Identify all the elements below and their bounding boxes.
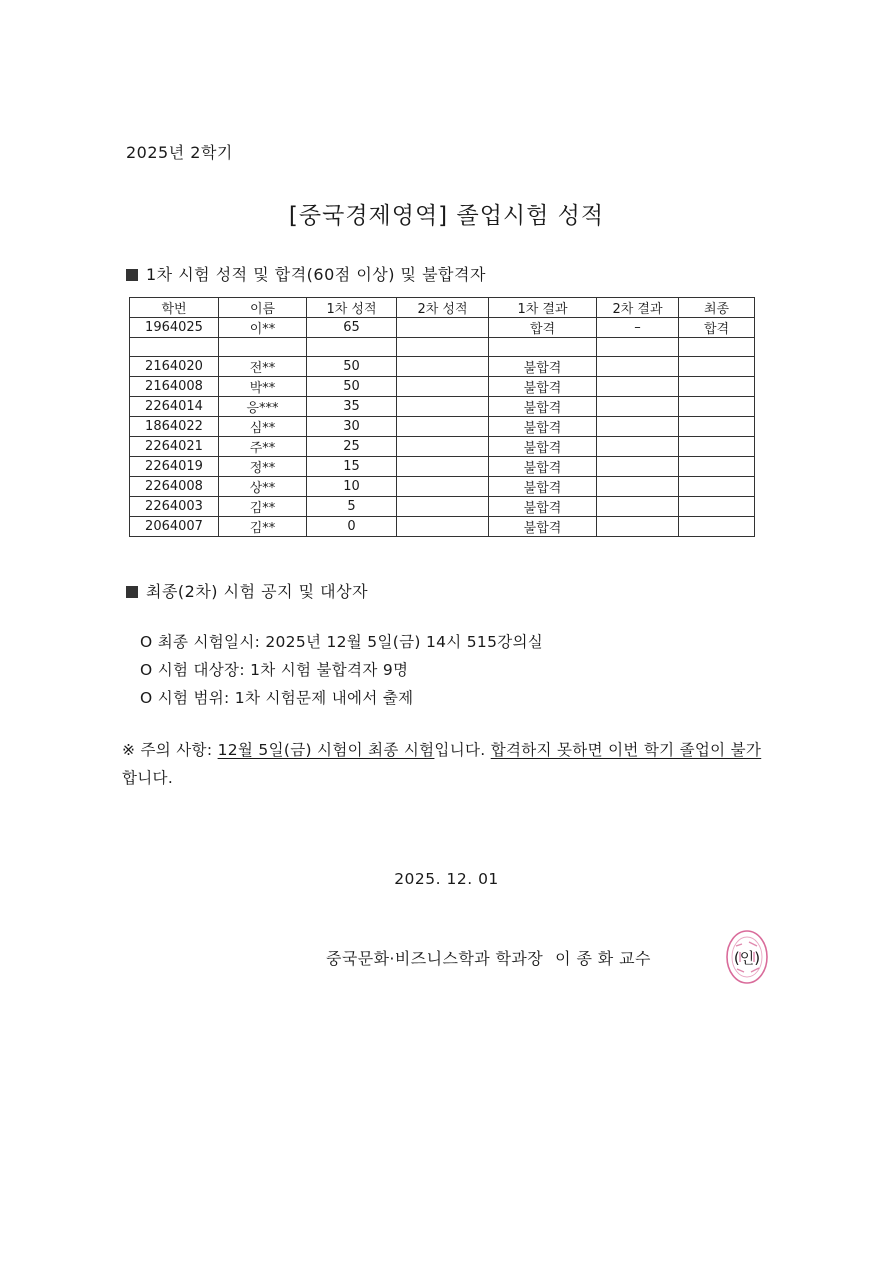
cell-second-result bbox=[597, 477, 679, 497]
cell-first-score: 30 bbox=[307, 417, 397, 437]
header-second-result: 2차 결과 bbox=[597, 298, 679, 318]
table-row bbox=[130, 497, 755, 517]
signature-department: 중국문화·비즈니스학과 학과장 bbox=[326, 949, 544, 968]
cell-second-score bbox=[397, 477, 489, 497]
header-student-id: 학번 bbox=[130, 298, 219, 318]
table-row bbox=[130, 457, 755, 477]
cell-first-score: 0 bbox=[307, 517, 397, 537]
cell-final bbox=[679, 517, 755, 537]
cell-name: 김** bbox=[219, 517, 307, 537]
header-final: 최종 bbox=[679, 298, 755, 318]
document-title: [중국경제영역] 졸업시험 성적 bbox=[288, 203, 605, 229]
cell-name: 주** bbox=[219, 437, 307, 457]
seal-stamp-icon bbox=[724, 928, 770, 986]
cell-final bbox=[679, 457, 755, 477]
cell-second-score bbox=[397, 517, 489, 537]
cell-first-result: 불합격 bbox=[489, 517, 597, 537]
cell-second-result: – bbox=[597, 318, 679, 338]
cell-first-score: 35 bbox=[307, 397, 397, 417]
signature-line bbox=[326, 946, 651, 969]
cell-final bbox=[679, 437, 755, 457]
section-heading-first-exam bbox=[126, 262, 486, 285]
cell-second-result bbox=[597, 377, 679, 397]
cell-first-score: 15 bbox=[307, 457, 397, 477]
cell-first-result: 불합격 bbox=[489, 417, 597, 437]
cell-student-id bbox=[130, 338, 219, 357]
cell-name: 박** bbox=[219, 377, 307, 397]
cell-second-score bbox=[397, 417, 489, 437]
cell-second-result bbox=[597, 437, 679, 457]
cell-first-score: 10 bbox=[307, 477, 397, 497]
cell-first-result: 불합격 bbox=[489, 497, 597, 517]
cell-second-result bbox=[597, 497, 679, 517]
cell-first-score: 50 bbox=[307, 377, 397, 397]
cell-second-score bbox=[397, 338, 489, 357]
cell-final: 합격 bbox=[679, 318, 755, 338]
cell-first-result bbox=[489, 338, 597, 357]
signature-name: 이 종 화 교수 bbox=[555, 949, 651, 968]
semester-label: 2025년 2학기 bbox=[126, 143, 233, 162]
cell-final bbox=[679, 357, 755, 377]
grades-table-body bbox=[130, 318, 755, 537]
caution-suffix: 합니다. bbox=[122, 769, 174, 787]
cell-student-id: 1864022 bbox=[130, 417, 219, 437]
document-date: 2025. 12. 01 bbox=[394, 870, 499, 888]
cell-second-result bbox=[597, 397, 679, 417]
cell-second-score bbox=[397, 318, 489, 338]
header-first-result: 1차 결과 bbox=[489, 298, 597, 318]
cell-student-id: 2164020 bbox=[130, 357, 219, 377]
caution-middle: 입니다. bbox=[434, 741, 491, 759]
cell-final bbox=[679, 397, 755, 417]
notice-exam-scope: O 시험 범위: 1차 시험문제 내에서 출제 bbox=[140, 689, 414, 707]
cell-second-score bbox=[397, 437, 489, 457]
cell-name: 응*** bbox=[219, 397, 307, 417]
cell-name: 정** bbox=[219, 457, 307, 477]
cell-final bbox=[679, 338, 755, 357]
cell-second-score bbox=[397, 457, 489, 477]
section-heading-final-exam bbox=[126, 579, 368, 602]
cell-second-result bbox=[597, 417, 679, 437]
cell-student-id: 2064007 bbox=[130, 517, 219, 537]
caution-prefix: ※ 주의 사항: bbox=[122, 741, 218, 759]
notice-exam-targets: O 시험 대상장: 1차 시험 불합격자 9명 bbox=[140, 661, 409, 679]
cell-first-score: 5 bbox=[307, 497, 397, 517]
cell-second-score bbox=[397, 357, 489, 377]
cell-first-result: 합격 bbox=[489, 318, 597, 338]
cell-student-id: 2264019 bbox=[130, 457, 219, 477]
header-first-score: 1차 성적 bbox=[307, 298, 397, 318]
cell-name: 상** bbox=[219, 477, 307, 497]
seal-text: (인) bbox=[733, 949, 761, 967]
header-name: 이름 bbox=[219, 298, 307, 318]
cell-name: 이** bbox=[219, 318, 307, 338]
notice-exam-datetime: O 최종 시험일시: 2025년 12월 5일(금) 14시 515강의실 bbox=[140, 633, 544, 651]
cell-first-score: 65 bbox=[307, 318, 397, 338]
grades-table bbox=[129, 297, 755, 537]
table-row bbox=[130, 357, 755, 377]
cell-name bbox=[219, 338, 307, 357]
cell-student-id: 2264008 bbox=[130, 477, 219, 497]
cell-first-score: 25 bbox=[307, 437, 397, 457]
cell-final bbox=[679, 497, 755, 517]
cell-first-score: 50 bbox=[307, 357, 397, 377]
cell-second-result bbox=[597, 457, 679, 477]
table-row bbox=[130, 318, 755, 338]
table-row bbox=[130, 517, 755, 537]
table-row bbox=[130, 338, 755, 357]
cell-first-result: 불합격 bbox=[489, 397, 597, 417]
cell-second-result bbox=[597, 338, 679, 357]
cell-second-result bbox=[597, 517, 679, 537]
section-heading-text: 최종(2차) 시험 공지 및 대상자 bbox=[146, 582, 369, 601]
cell-second-result bbox=[597, 357, 679, 377]
table-row bbox=[130, 417, 755, 437]
cell-first-result: 불합격 bbox=[489, 377, 597, 397]
table-row bbox=[130, 437, 755, 457]
section-heading-text: 1차 시험 성적 및 합격(60점 이상) 및 불합격자 bbox=[146, 265, 486, 284]
cell-first-result: 불합격 bbox=[489, 437, 597, 457]
cell-name: 심** bbox=[219, 417, 307, 437]
table-row bbox=[130, 397, 755, 417]
cell-second-score bbox=[397, 397, 489, 417]
cell-name: 전** bbox=[219, 357, 307, 377]
cell-student-id: 1964025 bbox=[130, 318, 219, 338]
cell-first-result: 불합격 bbox=[489, 357, 597, 377]
header-second-score: 2차 성적 bbox=[397, 298, 489, 318]
cell-student-id: 2264014 bbox=[130, 397, 219, 417]
cell-final bbox=[679, 417, 755, 437]
cell-final bbox=[679, 477, 755, 497]
square-bullet-icon bbox=[126, 269, 138, 281]
cell-student-id: 2264021 bbox=[130, 437, 219, 457]
square-bullet-icon bbox=[126, 586, 138, 598]
cell-student-id: 2164008 bbox=[130, 377, 219, 397]
table-header-row bbox=[130, 298, 755, 318]
cell-first-result: 불합격 bbox=[489, 457, 597, 477]
table-row bbox=[130, 477, 755, 497]
cell-final bbox=[679, 377, 755, 397]
cell-first-result: 불합격 bbox=[489, 477, 597, 497]
table-row bbox=[130, 377, 755, 397]
caution-underline-final-exam: 12월 5일(금) 시험이 최종 시험 bbox=[217, 741, 435, 759]
cell-first-score bbox=[307, 338, 397, 357]
cell-second-score bbox=[397, 377, 489, 397]
cell-student-id: 2264003 bbox=[130, 497, 219, 517]
caution-underline-graduation: 합격하지 못하면 이번 학기 졸업이 불가 bbox=[490, 741, 762, 759]
cell-second-score bbox=[397, 497, 489, 517]
caution-note bbox=[122, 736, 762, 792]
cell-name: 김** bbox=[219, 497, 307, 517]
